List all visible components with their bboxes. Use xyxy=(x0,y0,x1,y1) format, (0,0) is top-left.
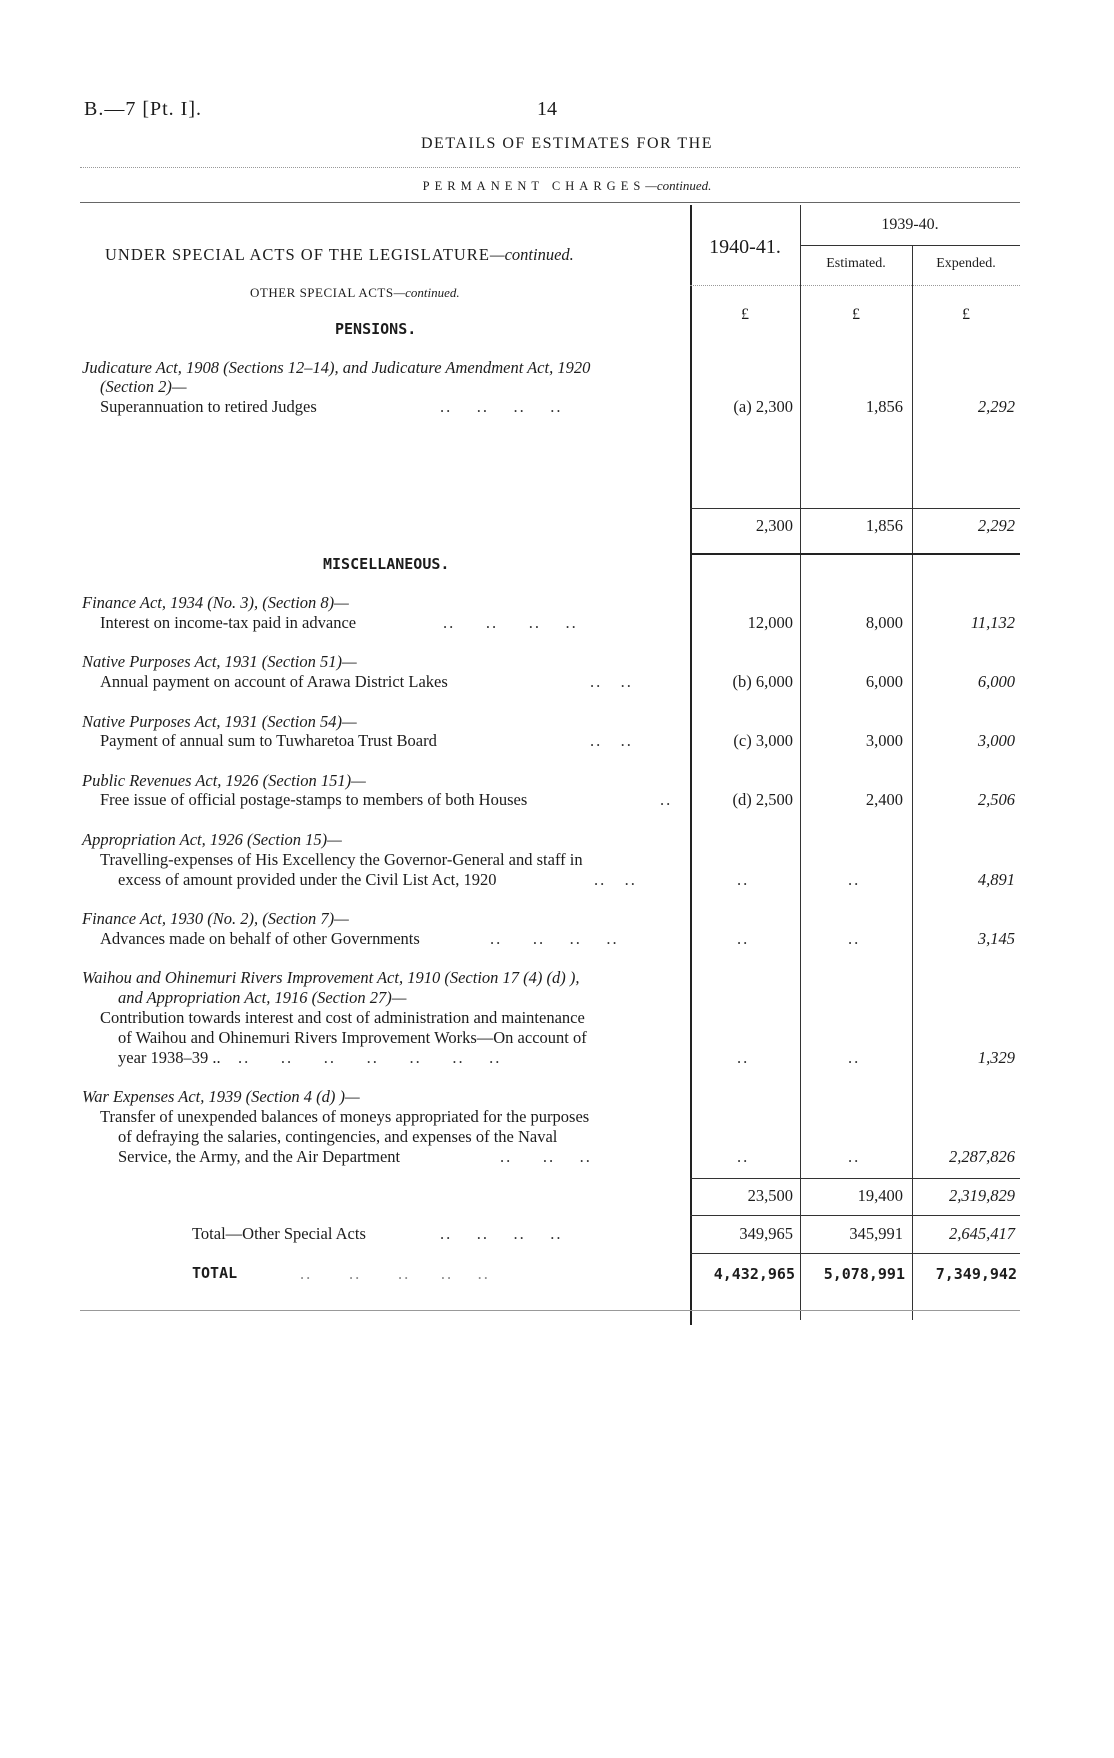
leader-dots: .. .. .. .. xyxy=(440,1224,563,1243)
item-description: Free issue of official postage-stamps to members of both Houses xyxy=(100,790,528,809)
act-title: Native Purposes Act, 1931 (Section 54)— xyxy=(82,712,357,731)
value-1940-41: .. xyxy=(737,870,750,889)
subtotal-1940-41: 23,500 xyxy=(747,1186,793,1205)
column-header-estimated: Estimated. xyxy=(826,256,886,271)
value-1940-41: 12,000 xyxy=(747,613,793,632)
item-description: Advances made on behalf of other Governments xyxy=(100,929,420,948)
item-description: of Waihou and Ohinemuri Rivers Improvement Works—On account of xyxy=(118,1028,587,1047)
value-estimated: .. xyxy=(848,1147,861,1166)
item-description: of defraying the salaries, contingencies, and expenses of the Naval xyxy=(118,1127,558,1146)
act-title: Public Revenues Act, 1926 (Section 151)— xyxy=(82,771,366,790)
act-title: Finance Act, 1934 (No. 3), (Section 8)— xyxy=(82,593,349,612)
value-estimated: 8,000 xyxy=(865,613,903,632)
column-header-1940-41: 1940-41. xyxy=(709,236,781,258)
column-header-1939-40: 1939-40. xyxy=(881,216,939,233)
act-title: Judicature Act, 1908 (Sections 12–14), and Judicature Amendment Act, 1920 xyxy=(82,358,591,377)
subtotal-estimated: 19,400 xyxy=(857,1186,903,1205)
item-description: Travelling-expenses of His Excellency the Governor-General and staff in xyxy=(100,850,583,869)
leader-dots: .. .. .. .. xyxy=(490,929,619,948)
item-description: Interest on income-tax paid in advance xyxy=(100,613,357,632)
grand-total-estimated: 5,078,991 xyxy=(823,1265,905,1283)
page-number: 14 xyxy=(537,98,557,120)
value-expended: 11,132 xyxy=(970,613,1015,632)
leader-dots: .. .. xyxy=(590,672,633,691)
leader-dots: .. .. .. .. xyxy=(443,613,578,632)
grand-total-expended: 7,349,942 xyxy=(935,1265,1017,1283)
value-1940-41: .. xyxy=(737,1048,750,1067)
total-rule xyxy=(690,1253,1020,1254)
currency-symbol: £ xyxy=(741,306,749,323)
act-title: Native Purposes Act, 1931 (Section 51)— xyxy=(82,652,357,671)
act-title: Finance Act, 1930 (No. 2), (Section 7)— xyxy=(82,909,349,928)
miscellaneous-heading: MISCELLANEOUS. xyxy=(323,555,450,573)
value-1940-41: (b) 6,000 xyxy=(732,672,793,691)
page-subtitle: PERMANENT CHARGES—continued. xyxy=(422,178,712,193)
currency-symbol: £ xyxy=(962,306,970,323)
header-rule xyxy=(80,202,1020,203)
subtotal-underline xyxy=(690,553,1020,555)
document-reference: B.—7 [Pt. I]. xyxy=(84,98,202,120)
value-expended: 3,145 xyxy=(977,929,1015,948)
subtotal-rule xyxy=(690,1178,1020,1179)
leader-dots: .. .. xyxy=(594,870,637,889)
act-title: and Appropriation Act, 1916 (Section 27)— xyxy=(118,988,407,1007)
value-1940-41: .. xyxy=(737,1147,750,1166)
leader-dots: .. xyxy=(660,790,673,809)
column-divider-middle xyxy=(800,205,801,1320)
total-other-label: Total—Other Special Acts xyxy=(192,1224,366,1243)
total-other-estimated: 345,991 xyxy=(849,1224,903,1243)
subtotal-1940-41: 2,300 xyxy=(755,516,793,535)
value-estimated: 3,000 xyxy=(865,731,903,750)
subtotal-rule xyxy=(690,1215,1020,1216)
item-description: Annual payment on account of Arawa District Lakes xyxy=(100,672,448,691)
leader-dots: .. .. .. .. .. .. .. xyxy=(238,1048,502,1067)
value-expended: 3,000 xyxy=(977,731,1015,750)
subtotal-expended: 2,319,829 xyxy=(949,1186,1015,1205)
leader-dots: .. .. xyxy=(590,731,633,750)
column-divider-right xyxy=(912,245,913,1320)
pensions-heading: PENSIONS. xyxy=(335,320,417,338)
value-expended: 2,292 xyxy=(977,397,1015,416)
leader-dots: .. .. .. .. .. xyxy=(300,1264,490,1283)
value-expended: 2,506 xyxy=(977,790,1015,809)
item-description: year 1938–39 .. xyxy=(118,1048,221,1067)
page-title: DETAILS OF ESTIMATES FOR THE xyxy=(421,135,713,152)
act-title: (Section 2)— xyxy=(100,377,187,396)
value-estimated: 1,856 xyxy=(865,397,903,416)
act-title: War Expenses Act, 1939 (Section 4 (d) )— xyxy=(82,1087,360,1106)
column-divider-left xyxy=(690,205,692,1325)
item-description: Transfer of unexpended balances of moneys appropriated for the purposes xyxy=(100,1107,590,1126)
item-description: Service, the Army, and the Air Department xyxy=(118,1147,401,1166)
value-1940-41: (a) 2,300 xyxy=(733,397,793,416)
currency-symbol: £ xyxy=(852,306,860,323)
subsection-heading: OTHER SPECIAL ACTS—continued. xyxy=(250,285,460,300)
value-estimated: .. xyxy=(848,870,861,889)
title-divider xyxy=(80,167,1020,168)
leader-dots: .. .. .. .. xyxy=(440,397,563,416)
subtotal-expended: 2,292 xyxy=(977,516,1015,535)
section-heading: UNDER SPECIAL ACTS OF THE LEGISLATURE—continued. xyxy=(105,245,574,264)
grand-total-1940-41: 4,432,965 xyxy=(713,1265,795,1283)
value-estimated: .. xyxy=(848,929,861,948)
value-expended: 4,891 xyxy=(977,870,1015,889)
column-header-expended: Expended. xyxy=(936,256,996,271)
subtotal-estimated: 1,856 xyxy=(865,516,903,535)
value-estimated: 2,400 xyxy=(865,790,903,809)
leader-dots: .. .. .. xyxy=(500,1147,592,1166)
value-estimated: .. xyxy=(848,1048,861,1067)
value-1940-41: (d) 2,500 xyxy=(732,790,793,809)
value-expended: 1,329 xyxy=(977,1048,1015,1067)
item-description: Superannuation to retired Judges xyxy=(100,397,317,416)
act-title: Waihou and Ohinemuri Rivers Improvement Act, 1910 (Section 17 (4) (d) ), xyxy=(82,968,580,987)
value-1940-41: (c) 3,000 xyxy=(733,731,793,750)
value-expended: 6,000 xyxy=(977,672,1015,691)
subtotal-rule xyxy=(690,508,1020,509)
value-estimated: 6,000 xyxy=(865,672,903,691)
item-description: Contribution towards interest and cost of administration and maintenance xyxy=(100,1008,585,1027)
column-head-rule xyxy=(690,285,1020,286)
total-other-1940-41: 349,965 xyxy=(739,1224,793,1243)
grand-total-label: TOTAL xyxy=(192,1264,238,1282)
item-description: Payment of annual sum to Tuwharetoa Trust Board xyxy=(100,731,437,750)
total-other-expended: 2,645,417 xyxy=(949,1224,1015,1243)
item-description: excess of amount provided under the Civil List Act, 1920 xyxy=(118,870,497,889)
bottom-rule xyxy=(80,1310,1020,1311)
year-span-rule xyxy=(800,245,1020,246)
value-expended: 2,287,826 xyxy=(949,1147,1015,1166)
act-title: Appropriation Act, 1926 (Section 15)— xyxy=(82,830,342,849)
value-1940-41: .. xyxy=(737,929,750,948)
